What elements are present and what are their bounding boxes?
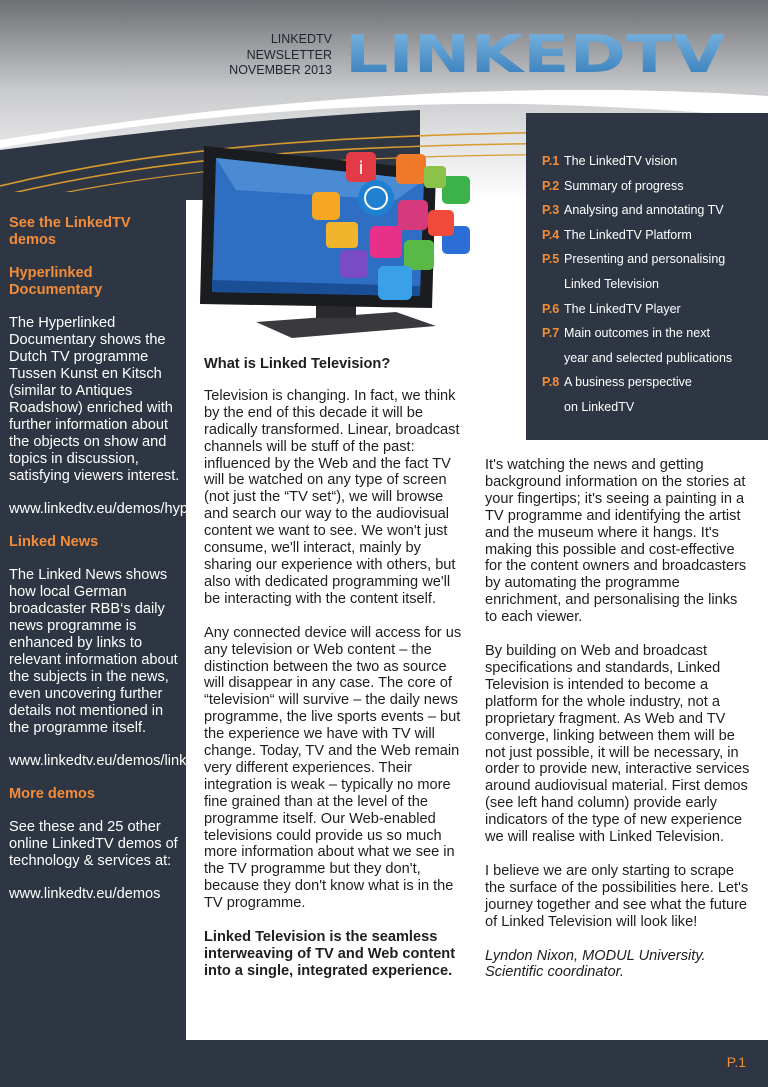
sidebar-link-moredemos[interactable]: www.linkedtv.eu/demos <box>9 886 161 902</box>
article-highlight: Linked Television is the seamless interweaving of TV and Web content into a single, integrated experience. <box>204 929 456 979</box>
settings-app-icon <box>396 154 426 184</box>
toc-item-continued[interactable] <box>542 272 764 297</box>
article-title: What is Linked Television? <box>204 356 391 372</box>
article-paragraph: It's watching the news and getting background information on the stories at your fingertips; it's seeing a painting in a TV programme and identifying the artist and the museum where it hangs. It's making this possible and cost-effective for the content owners and broadcasters by automating the programme enrichment, and personalising the links to each viewer. <box>485 457 747 626</box>
globe-icon <box>358 180 394 216</box>
toc-title: The LinkedTV vision <box>564 154 678 168</box>
sidebar-heading-linkednews: Linked News <box>9 534 99 550</box>
table-of-contents <box>542 149 764 420</box>
toc-title: Presenting and personalising <box>564 252 726 267</box>
toc-title: The LinkedTV Player <box>564 301 681 316</box>
masthead-date: NOVEMBER 2013 <box>229 63 332 77</box>
sidebar-link-linkednews[interactable]: www.linkedtv.eu/demos/linkednews <box>9 753 237 769</box>
toc-page: P.5 <box>542 252 560 267</box>
toc-title: A business perspective <box>564 375 692 390</box>
toc-page: P.8 <box>542 375 560 390</box>
toc-item-continued[interactable] <box>542 395 764 420</box>
red-app-icon <box>428 210 454 236</box>
sidebar-heading-moredemos: More demos <box>9 786 95 802</box>
cart-icon <box>404 240 434 270</box>
toc-item[interactable] <box>542 198 764 223</box>
tv-illustration <box>196 140 486 350</box>
toc-item[interactable] <box>542 321 764 346</box>
sidebar-text-moredemos: See these and 25 other online LinkedTV demos of technology & services at: <box>9 819 178 869</box>
toc-title: Linked Television <box>564 276 659 291</box>
article-signature: Lyndon Nixon, MODUL University. Scientific coordinator. <box>485 947 706 981</box>
svg-text:i: i <box>358 158 364 179</box>
sidebar-link-hyperlinked[interactable]: www.linkedtv.eu/demos/hyperlinkeddocu <box>9 501 271 517</box>
article-column-1 <box>204 356 470 997</box>
toc-page: P.1 <box>542 154 560 168</box>
toc-item[interactable] <box>542 370 764 395</box>
toc-page: P.7 <box>542 326 560 341</box>
search-app-icon <box>398 200 428 230</box>
mail-icon <box>326 222 358 248</box>
footer-bar <box>0 1040 768 1087</box>
toc-item[interactable] <box>542 247 764 272</box>
toc-item[interactable] <box>542 297 764 322</box>
masthead <box>214 32 332 79</box>
article-paragraph: Television is changing. In fact, we think by the end of this decade it will be radically transformed. Linear, broadcast channels will be stuff of the past: influenced by the Web and the fact TV will be watched on any type of screen (not just the “TV set“), we will browse and search our way to the audiovisual content we want to see. We won't just consume, we'll interact, mainly by sharing our experience with others, but also with dedicated programming we'll be interacting with the content itself. <box>204 387 460 607</box>
toc-title: The LinkedTV Platform <box>564 227 692 242</box>
toc-page: P.4 <box>542 227 560 242</box>
green-app-icon <box>442 176 470 204</box>
camera-icon <box>378 266 412 300</box>
toc-page: P.6 <box>542 301 560 316</box>
sidebar-text-hyperlinked: The Hyperlinked Documentary shows the Dutch TV programme Tussen Kunst en Kitsch (similar to Antiques Roadshow) enriched with further information about the objects on show and topics in discussion, satisfying viewers interest. <box>9 315 180 484</box>
toc-page: P.3 <box>542 203 560 218</box>
article-column-2 <box>485 457 753 998</box>
rss-icon <box>312 192 340 220</box>
toc-title: Main outcomes in the next <box>564 326 710 341</box>
chart-app-icon <box>424 166 446 188</box>
lock-icon <box>340 250 368 278</box>
page-number: P.1 <box>726 1054 746 1070</box>
toc-item[interactable] <box>542 174 764 199</box>
toc-item-continued[interactable] <box>542 346 764 371</box>
sidebar-content <box>9 215 271 919</box>
toc-title: on LinkedTV <box>564 399 635 414</box>
toc-item[interactable] <box>542 223 764 248</box>
toc-title: year and selected publications <box>564 350 733 365</box>
article-paragraph: By building on Web and broadcast specifications and standards, Linked Television is intended to become a platform for the whole industry, not a proprietary fragment. As Web and TV converge, linking between them will be not just possible, it will be necessary, in order to provide new, interactive services around audiovisual material. First demos (see left hand column) provide early indicators of the type of new experience we will realise with Linked Television. <box>485 643 750 846</box>
toc-title: Summary of progress <box>564 178 684 193</box>
sidebar-heading-demos: See the LinkedTV demos <box>9 215 131 248</box>
music-icon <box>370 226 402 258</box>
logo-wordmark: LINKEDTV <box>345 26 725 82</box>
linkedtv-logo <box>340 26 730 82</box>
sidebar-heading-hyperlinked: Hyperlinked Documentary <box>9 265 103 298</box>
toc-page: P.2 <box>542 178 560 193</box>
masthead-brand: LINKEDTV <box>270 32 332 46</box>
sidebar-text-linkednews: The Linked News shows how local German broadcaster RBB‘s daily news programme is enhanced by links to relevant information about the subjects in the news, even uncovering further details not mentioned in the programme itself. <box>9 567 178 736</box>
article-paragraph: Any connected device will access for us any television or Web content – the distinction between the two as source will disappear in any case. The core of “television“ will survive – the daily news programme, the live sports events – but the experience we have with TV will change. Today, TV and the Web remain very different experiences. Their integration is weak – typically no more fine grained than at the level of the programme itself. Our Web-enabled televisions could provide us so much more information about what we see in the TV programme but they don't, because they don't know what is in the TV programme. <box>204 624 462 912</box>
toc-item[interactable] <box>542 149 764 174</box>
article-paragraph: I believe we are only starting to scrape the surface of the possibilities here. Let's journey together and see what the future of Linked Television will look like! <box>485 862 749 930</box>
toc-title: Analysing and annotating TV <box>564 203 724 218</box>
masthead-publication: NEWSLETTER <box>246 47 332 62</box>
